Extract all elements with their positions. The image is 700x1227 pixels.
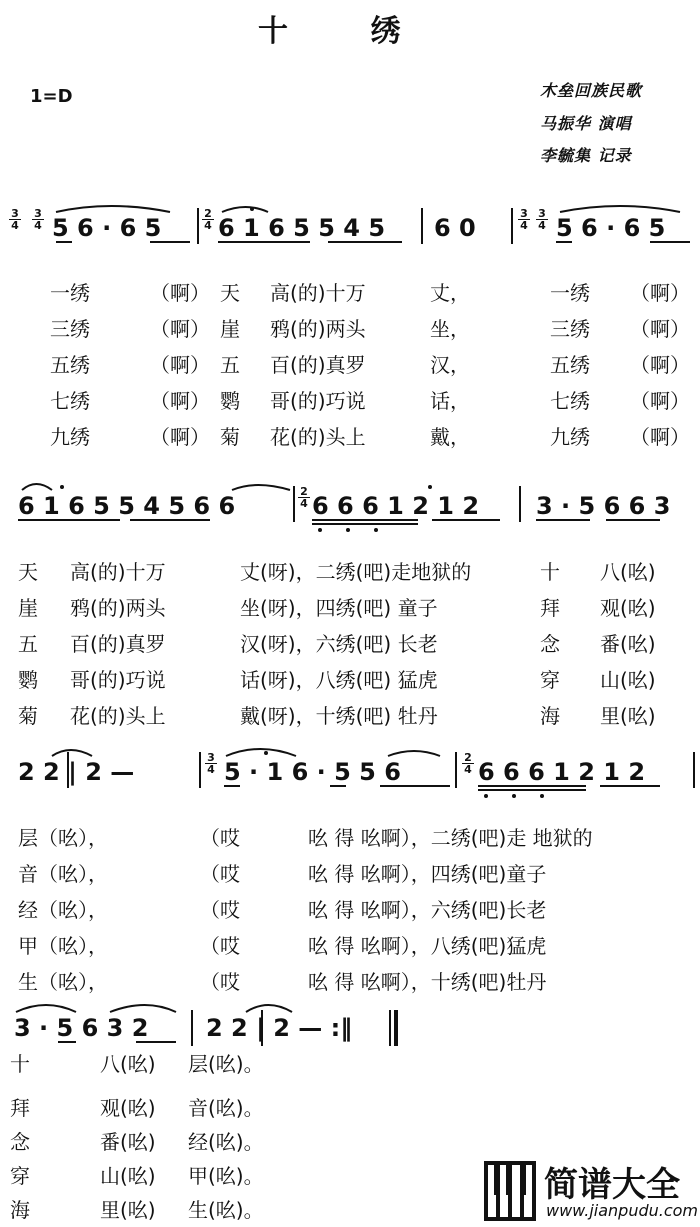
measure-notes: 2 2 | 2 — — [18, 758, 135, 786]
lyric: 菊 — [18, 704, 38, 728]
measure-notes: 6 1 6 5 5 4 5 — [218, 214, 386, 242]
slur — [388, 751, 440, 756]
measure-notes: 5 · 1 6 · 5 5 6 — [224, 758, 401, 786]
watermark-url: www.jianpudu.com — [546, 1201, 699, 1220]
lyric: 汉， — [430, 353, 470, 377]
lyric: （啊） — [150, 281, 210, 305]
slur — [110, 1005, 176, 1012]
time-signature-3-4: 3 4 — [205, 752, 217, 775]
lyric: 哥(的)巧说 — [270, 389, 366, 413]
lyric: 五绣 — [50, 353, 90, 377]
lyric: 穿 — [540, 668, 560, 692]
lyric: 三绣 — [550, 317, 590, 341]
lyric: 七绣 — [550, 389, 590, 413]
lyric: 戴， — [430, 425, 470, 449]
measure-notes: 6 6 6 1 2 1 2 — [478, 758, 646, 786]
lyric: 五 — [18, 632, 38, 656]
time-signature-2-4: 2 4 — [462, 752, 474, 775]
time-signature-2-4: 2 4 — [202, 208, 214, 231]
lyric: （哎 — [200, 898, 240, 922]
watermark-logo — [478, 1157, 700, 1227]
lyric: 观(吆) — [600, 596, 656, 620]
credit-transcriber: 李毓集 记录 — [540, 146, 632, 165]
lyric: 吆 得 吆啊），四绣(吧)童子 — [308, 862, 547, 886]
lyric: 丈(呀)，二绣(吧)走地狱的 — [240, 560, 472, 584]
lyric: 崖 — [18, 596, 38, 620]
lyric: 五 — [220, 353, 240, 377]
lyric: 观(吆) — [100, 1096, 156, 1120]
lyric: （啊） — [630, 317, 690, 341]
lyric: 九绣 — [50, 425, 90, 449]
lyric: 天 — [220, 281, 240, 305]
lyric: 五绣 — [550, 353, 590, 377]
slur — [226, 749, 296, 756]
lyric: （啊） — [630, 425, 690, 449]
lyric: （啊） — [150, 425, 210, 449]
lyric: 念 — [540, 632, 560, 656]
lyric: （啊） — [150, 353, 210, 377]
key-signature: 1=D — [30, 86, 73, 107]
lyric: 吆 得 吆啊），六绣(吧)长老 — [308, 898, 547, 922]
lyric: 层(吆)。 — [188, 1052, 264, 1076]
lyric: 鸦(的)两头 — [270, 317, 366, 341]
time-signature-3-4: 3 4 — [518, 208, 530, 231]
lyric: 菊 — [220, 425, 240, 449]
lyric: 三绣 — [50, 317, 90, 341]
credit-performer: 马振华 演唱 — [540, 114, 632, 133]
measure-notes: 2 2 | 2 — :‖ — [206, 1014, 353, 1042]
lyric: （啊） — [630, 281, 690, 305]
lyric: 生（吆）， — [18, 970, 108, 994]
lyric: 拜 — [10, 1096, 30, 1120]
lyric: 丈， — [430, 281, 470, 305]
credit-origin: 木垒回族民歌 — [540, 81, 643, 100]
lyric: 甲（吆）， — [18, 934, 108, 958]
lyric: 山(吆) — [100, 1164, 156, 1188]
slur — [16, 1005, 76, 1012]
lyric: 山(吆) — [600, 668, 656, 692]
lyric: 一绣 — [550, 281, 590, 305]
lyric: 甲(吆)。 — [188, 1164, 264, 1188]
lyric: 汉(呀)，六绣(吧) 长老 — [240, 632, 438, 656]
lyric: 海 — [540, 704, 560, 728]
lyric: （啊） — [630, 353, 690, 377]
lyric: （啊） — [630, 389, 690, 413]
lyric: 番(吆) — [600, 632, 656, 656]
slur — [52, 750, 92, 756]
page-title: 十 绣 — [258, 14, 437, 49]
lyric: 生(吆)。 — [188, 1198, 264, 1222]
slur — [560, 206, 680, 212]
lyric: 吆 得 吆啊），二绣(吧)走 地狱的 — [308, 826, 593, 850]
lyric: 念 — [10, 1130, 30, 1154]
measure-notes: 5 6 · 6 5 — [52, 214, 162, 242]
slur — [232, 485, 290, 490]
lyric: 吆 得 吆啊），十绣(吧)牡丹 — [308, 970, 547, 994]
slur — [22, 484, 52, 490]
lyric: 戴(呀)，十绣(吧) 牡丹 — [240, 704, 438, 728]
lyric: 九绣 — [550, 425, 590, 449]
measure-notes: 6 0 — [434, 214, 476, 242]
lyric: 一绣 — [50, 281, 90, 305]
lyric: 拜 — [540, 596, 560, 620]
lyric: 崖 — [220, 317, 240, 341]
measure-notes: 6 1 6 5 5 4 5 6 6 — [18, 492, 236, 520]
piano-keys-icon — [484, 1161, 536, 1221]
lyric: 花(的)头上 — [270, 425, 366, 449]
lyric: （哎 — [200, 862, 240, 886]
lyric: 天 — [18, 560, 38, 584]
lyric: 坐(呀)，四绣(吧) 童子 — [240, 596, 438, 620]
time-signature-3-4: 3 4 — [32, 208, 44, 231]
lyric: 高(的)十万 — [270, 281, 366, 305]
lyric: （啊） — [150, 389, 210, 413]
lyric: 话(呀)，八绣(吧) 猛虎 — [240, 668, 438, 692]
measure-notes: 3 · 5 6 6 3 — [536, 492, 671, 520]
lyric: 七绣 — [50, 389, 90, 413]
lyric: （哎 — [200, 970, 240, 994]
slur — [246, 1005, 292, 1012]
lyric: 吆 得 吆啊），八绣(吧)猛虎 — [308, 934, 547, 958]
lyric: 八(吆) — [100, 1052, 156, 1076]
lyric: 百(的)真罗 — [70, 632, 166, 656]
watermark-name: 简谱大全 — [544, 1165, 680, 1205]
lyric: 八(吆) — [600, 560, 656, 584]
lyric: （啊） — [150, 317, 210, 341]
slur — [56, 206, 170, 212]
lyric: 百(的)真罗 — [270, 353, 366, 377]
lyric: （哎 — [200, 934, 240, 958]
lyric: 里(吆) — [100, 1198, 156, 1222]
lyric: 话， — [430, 389, 470, 413]
time-signature-3-4: 3 4 — [536, 208, 548, 231]
lyric: 音（吆）， — [18, 862, 108, 886]
lyric: 经（吆）， — [18, 898, 108, 922]
slur — [222, 207, 268, 212]
lyric: 十 — [10, 1052, 30, 1076]
measure-notes: 6 6 6 1 2 1 2 — [312, 492, 480, 520]
lyric: 海 — [10, 1198, 30, 1222]
lyric: 鹦 — [18, 668, 38, 692]
lyric: 坐， — [430, 317, 470, 341]
measure-notes: 3 · 5 6 3 2 — [14, 1014, 149, 1042]
lyric: 十 — [540, 560, 560, 584]
measure-notes: 5 6 · 6 5 — [556, 214, 666, 242]
lyric: 穿 — [10, 1164, 30, 1188]
lyric: 鸦(的)两头 — [70, 596, 166, 620]
lyric: 里(吆) — [600, 704, 656, 728]
lyric: 层（吆）， — [18, 826, 108, 850]
time-signature-2-4: 2 4 — [298, 486, 310, 509]
lyric: 经(吆)。 — [188, 1130, 264, 1154]
lyric: 哥(的)巧说 — [70, 668, 166, 692]
lyric: 鹦 — [220, 389, 240, 413]
time-signature-3-4: 3 4 — [9, 208, 21, 231]
lyric: 音(吆)。 — [188, 1096, 264, 1120]
lyric: （哎 — [200, 826, 240, 850]
lyric: 花(的)头上 — [70, 704, 166, 728]
lyric: 高(的)十万 — [70, 560, 166, 584]
lyric: 番(吆) — [100, 1130, 156, 1154]
